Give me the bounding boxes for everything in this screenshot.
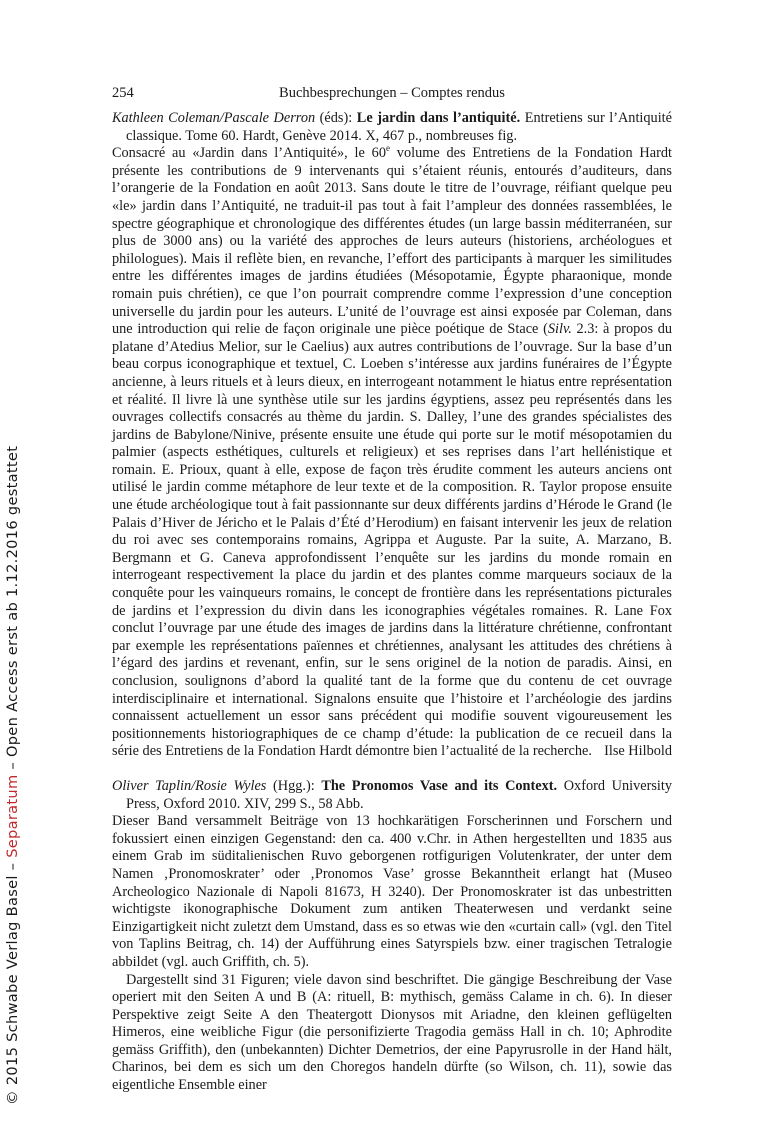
citation-role: (éds): [319,110,353,126]
citation-editors: Kathleen Coleman/Pascale Derron [112,110,316,126]
citation-details: Oxford University Press, Oxford 2010. XIV, 299 S., 58 Abb. [126,777,673,812]
copyright-side-note [4,95,21,1105]
side-note-suffix: – Open Access erst ab 1.12.2016 gestattet [4,445,21,775]
paragraph-text: volume des Entretiens de la Fondation Hardt présente les contributions de 9 intervenants qui s’étaient réunis, entourés d’auditeurs, dans l’orangerie de la Fondation en août 2013. Sans doute le titre de l’ouvrage, réifiant quelque peu «le» jardin dans l’Antiquité, ne traduit-il pas tout à fait l’ampleur des données rassemblées, le spectre géographique et chronologique des différentes études (un large bassin méditerranéen, sur plus de 3000 ans) ou la variété des approches de leurs auteurs (historiens, archéologues et philologues). Mais il reflète bien, en revanche, l’effort des participants à marquer les similitudes entre les différentes images de jardins étudiées (Mésopotamie, Égypte pharaonique, monde romain puis chrétien), ce que l’on pourrait comprendre comme l’expression d’une conception universelle du jardin pour les auteurs. L’unité de l’ouvrage est ainsi exposée par Coleman, dans une introduction qui relie de façon originale une pièce poétique de Stace ( [112,145,672,338]
side-note-accent: Separatum [4,774,21,858]
review-separator [112,761,672,778]
citation-title: Le jardin dans l’antiquité. [356,110,521,126]
paragraph-text: 2.3: à propos du platane d’Atedius Melior, sur le Caelius) aux autres contributions de l’ouvrage. Sur la base d’un beau corpus iconographique et textuel, C. Loeben s’intéresse aux jardins funéraires de l’Égypte ancienne, à leurs rituels et à leurs dieux, en interrogeant notamment le hiatus entre représentation et réalité. Il livre là une synthèse utile sur les jardins égyptiens, assez peu représentés dans les ouvrages collectifs consacrés au thème du jardin. S. Dalley, l’une des grandes spécialistes des jardins de Babylone/Ninive, présente ensuite une étude qui porte sur le motif mésopotamien du palmier (aspects esthétiques, culturels et religieux) et ses reprises dans l’art hellénistique et romain. E. Prioux, quant à elle, expose de façon très érudite comment les auteurs anciens ont utilisé le jardin comme métaphore de leur texte et de la composition. R. Taylor propose ensuite une étude archéologique tout à fait passionnante sur deux différents jardins d’Hérode le Grand (le Palais d’Hiver de Jéricho et le Palais d’Été d’Herodium) en faisant intervenir les jeux de relation du roi avec ses contemporains romains, Agrippa et Auguste. Par la suite, A. Marzano, B. Bergmann et G. Caneva approfondissent l’enquête sur les jardins du monde romain en interrogeant respectivement la place du jardin et des plantes comme marqueurs sociaux de la conquête pour les vainqueurs romains, le concept de frontière dans les représentations picturales de jardins et l’expression du divin dans les iconographies végétales romaines. R. Lane Fox conclut l’ouvrage par une étude des images de jardins dans la littérature chrétienne, confrontant par exemple les représentations païennes et chrétiennes, analysant les attitudes des chrétiens à l’égard des jardins et revenant, enfin, sur le sens originel de la notion de paradis. Ainsi, en conclusion, soulignons d’abord la qualité tant de la forme que du contenu de cet ouvrage interdisciplinaire et international. Signalons ensuite que l’histoire et l’archéologie des jardins connaissent actuellement un essor sans précédent qui modifie souvent vigoureusement les positionnements historiographiques de ce champ d’étude: la publication de ce recueil dans la série des Entretiens de la Fondation Hardt démontre bien l’actualité de la recherche. [112,321,673,760]
review-paragraph [112,145,672,761]
running-title: Buchbesprechungen – Comptes rendus [279,85,505,101]
citation-details: Entretiens sur l’Antiquité classique. Tome 60. Hardt, Genève 2014. X, 467 p., nombreuses fig. [126,110,672,144]
review-coleman-derron [112,110,672,761]
review-taplin-wyles [112,778,672,1095]
work-abbreviation: Silv. [547,321,572,338]
citation-editors: Oliver Taplin/Rosie Wyles [112,777,267,794]
review-paragraph: Dargestellt sind 31 Figuren; viele davon sind beschriftet. Die gängige Beschreibung der Vase operiert mit den Seiten A und B (A: rituell, B: mythisch, gemäss Calame in ch. 6). In dieser Perspektive zeigt Seite A den Theatergott Dionysos mit Ariadne, den kleinen geflügelten Himeros, eine weibliche Figur (die personifizierte Tragodia gemäss Hall in ch. 10; Aphrodite gemäss Griffith), den (unbekannten) Dichter Demetrios, der eine Papyrusrolle in der Hand hält, Charinos, bei dem es sich um den Choregos handeln dürfte (so Wilson, ch. 11), sowie das eigentliche Ensemble einer [112,971,672,1094]
superscript: e [385,143,390,154]
page-number: 254 [112,85,134,101]
reviewer-signature: Ilse Hilbold [604,743,672,760]
side-note-prefix: © 2015 Schwabe Verlag Basel – [4,857,21,1105]
paragraph-text: Consacré au «Jardin dans l’Antiquité», le 60 [112,145,386,162]
citation-role: (Hgg.): [272,777,315,794]
running-header [112,85,672,105]
review-paragraph: Dieser Band versammelt Beiträge von 13 hochkarätigen Forscherinnen und Forschern und fokussiert einen einzigen Gegenstand: den ca. 400 v.Chr. in Athen hergestellten und 1835 aus einem Grab im süditalienischen Ruvo geborgenen rotfigurigen Volutenkrater, der unter dem Namen ‚Pronomoskrater’ oder ‚Pronomos Vase’ grosse Bekanntheit erlangt hat (Museo Archeologico Nazionale di Napoli 81673, H 3240). Der Pronomoskrater ist das unbestritten wichtigste ikonographische Dokument zum antiken Theaterwesen und verdankt seine Einzigartigkeit nicht zuletzt dem Umstand, dass es so etwas wie den «curtain call» (vgl. den Titel von Taplins Beitrag, ch. 14) der Aufführung eines Satyrspiels bzw. einer tragischen Tetralogie abbildet (vgl. auch Griffith, ch. 5). [112,813,672,970]
review-citation [112,778,672,813]
page-body [112,110,672,1095]
citation-title: The Pronomos Vase and its Context. [321,777,558,794]
review-citation [112,110,672,145]
